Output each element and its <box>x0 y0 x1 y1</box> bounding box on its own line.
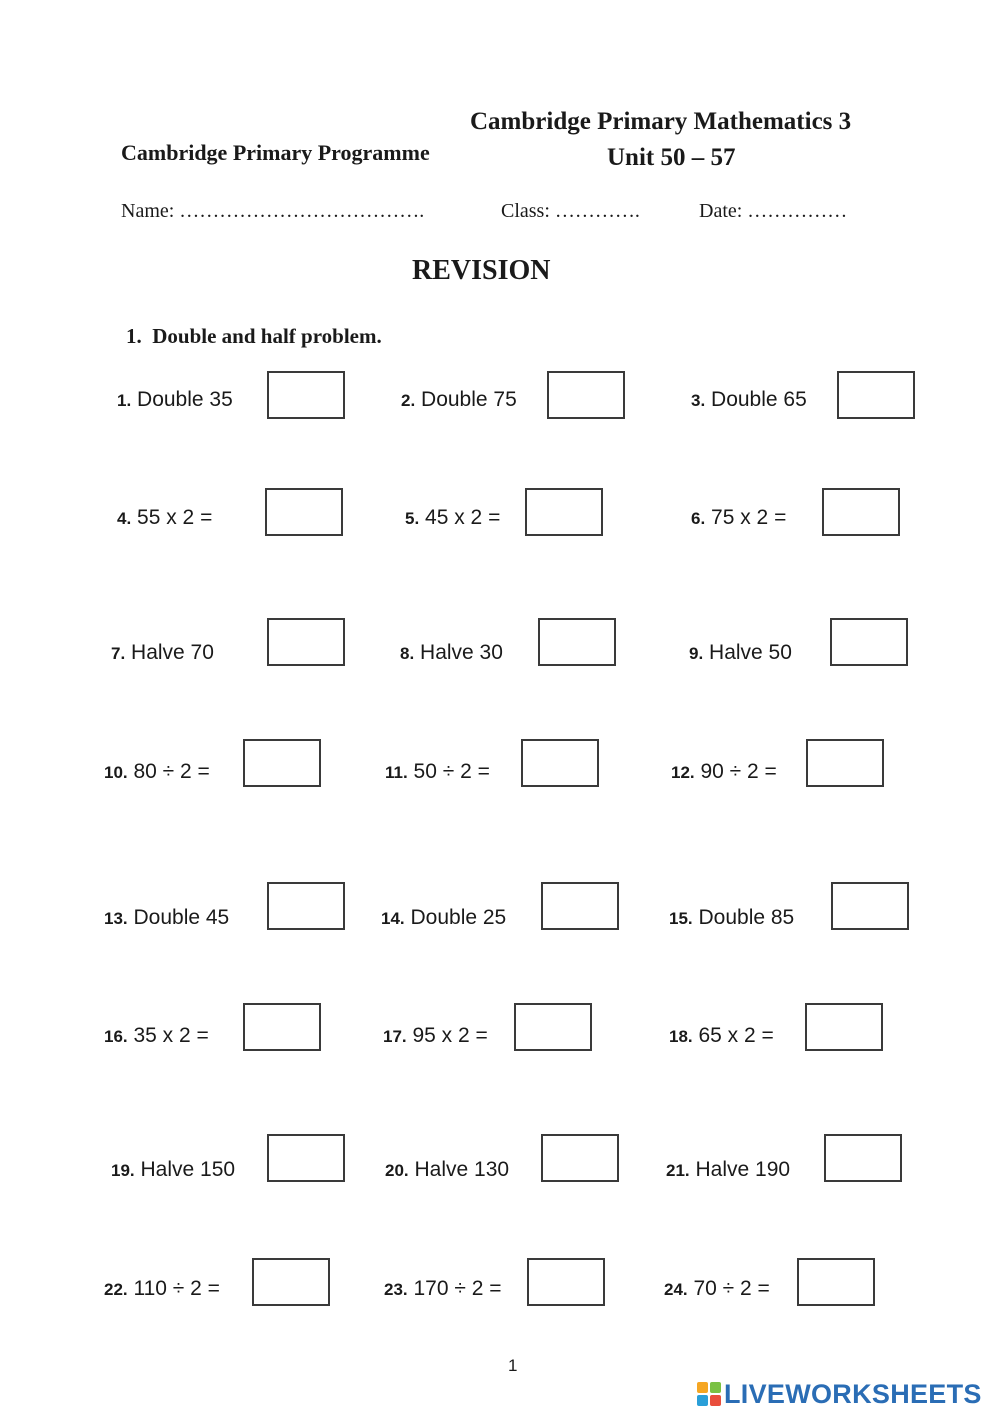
question-label <box>401 388 517 412</box>
question-number: 13. <box>104 909 128 928</box>
book-title: Cambridge Primary Mathematics 3 <box>470 108 852 135</box>
question-text: Halve 30 <box>420 641 503 664</box>
question-number: 18. <box>669 1027 693 1046</box>
answer-box[interactable] <box>267 618 345 666</box>
answer-box[interactable] <box>541 882 619 930</box>
question-text: 80 ÷ 2 = <box>133 760 210 783</box>
section-heading-text: Double and half problem. <box>152 324 382 348</box>
answer-box[interactable] <box>830 618 908 666</box>
class-field[interactable]: Class: …………. <box>501 200 640 222</box>
question-number: 21. <box>666 1161 690 1180</box>
answer-box[interactable] <box>525 488 603 536</box>
answer-box[interactable] <box>243 739 321 787</box>
question-text: Double 25 <box>410 906 507 929</box>
question-text: 70 ÷ 2 = <box>693 1277 770 1300</box>
question-number: 24. <box>664 1280 688 1299</box>
question-text: 90 ÷ 2 = <box>700 760 777 783</box>
question-label <box>664 1277 770 1301</box>
question-text: Double 85 <box>698 906 795 929</box>
question-label <box>400 641 503 665</box>
question-label <box>669 906 794 930</box>
question-label <box>691 388 807 412</box>
question-text: 35 x 2 = <box>133 1024 209 1047</box>
question-text: Halve 190 <box>695 1158 791 1181</box>
question-number: 9. <box>689 644 704 663</box>
question-number: 5. <box>405 509 420 528</box>
answer-box[interactable] <box>805 1003 883 1051</box>
question-label <box>117 388 233 412</box>
question-text: 170 ÷ 2 = <box>413 1277 502 1300</box>
question-number: 14. <box>381 909 405 928</box>
question-label <box>671 760 777 784</box>
question-label <box>111 1158 235 1182</box>
question-label <box>385 1158 509 1182</box>
answer-box[interactable] <box>824 1134 902 1182</box>
question-number: 3. <box>691 391 706 410</box>
question-label <box>669 1024 774 1048</box>
answer-box[interactable] <box>265 488 343 536</box>
section-number: 1. <box>126 324 142 348</box>
question-text: Double 45 <box>133 906 230 929</box>
question-number: 15. <box>669 909 693 928</box>
answer-box[interactable] <box>797 1258 875 1306</box>
question-number: 22. <box>104 1280 128 1299</box>
question-label <box>666 1158 790 1182</box>
question-number: 11. <box>385 763 408 782</box>
question-number: 8. <box>400 644 415 663</box>
question-text: Halve 50 <box>709 641 792 664</box>
question-label <box>104 1024 209 1048</box>
answer-box[interactable] <box>831 882 909 930</box>
question-text: 65 x 2 = <box>698 1024 774 1047</box>
question-text: Double 65 <box>711 388 807 411</box>
page-number: 1 <box>508 1356 518 1375</box>
question-text: Halve 150 <box>140 1158 236 1181</box>
date-field[interactable]: Date: …………… <box>699 200 848 222</box>
logo-square-v <box>697 1395 708 1406</box>
answer-box[interactable] <box>527 1258 605 1306</box>
question-label <box>104 906 229 930</box>
answer-box[interactable] <box>267 1134 345 1182</box>
logo-square-l <box>697 1382 708 1393</box>
answer-box[interactable] <box>806 739 884 787</box>
question-number: 16. <box>104 1027 128 1046</box>
question-label <box>383 1024 488 1048</box>
question-label <box>691 506 786 530</box>
question-number: 10. <box>104 763 128 782</box>
question-label <box>111 641 214 665</box>
question-text: Halve 130 <box>414 1158 510 1181</box>
section-heading <box>126 324 382 349</box>
question-label <box>384 1277 502 1301</box>
logo-square-i <box>710 1382 721 1393</box>
programme-name: Cambridge Primary Programme <box>121 140 430 165</box>
question-number: 1. <box>117 391 132 410</box>
question-label <box>405 506 500 530</box>
answer-box[interactable] <box>514 1003 592 1051</box>
unit-range: Unit 50 – 57 <box>607 144 736 171</box>
question-text: 50 ÷ 2 = <box>413 760 490 783</box>
liveworksheets-logo <box>697 1378 982 1410</box>
question-label <box>104 760 210 784</box>
answer-box[interactable] <box>822 488 900 536</box>
name-field[interactable]: Name: ………………………………. <box>121 200 425 222</box>
question-number: 2. <box>401 391 416 410</box>
question-label <box>689 641 792 665</box>
answer-box[interactable] <box>267 371 345 419</box>
answer-box[interactable] <box>252 1258 330 1306</box>
answer-box[interactable] <box>547 371 625 419</box>
answer-box[interactable] <box>837 371 915 419</box>
question-text: Double 75 <box>421 388 517 411</box>
question-number: 4. <box>117 509 132 528</box>
answer-box[interactable] <box>243 1003 321 1051</box>
page-title: REVISION <box>412 255 551 286</box>
question-text: Double 35 <box>137 388 233 411</box>
question-text: 55 x 2 = <box>137 506 213 529</box>
question-text: Halve 70 <box>131 641 214 664</box>
question-number: 6. <box>691 509 706 528</box>
liveworksheets-wordmark: LIVEWORKSHEETS <box>724 1378 982 1409</box>
answer-box[interactable] <box>267 882 345 930</box>
question-label <box>117 506 212 530</box>
question-number: 20. <box>385 1161 409 1180</box>
question-label <box>381 906 506 930</box>
question-label <box>385 760 490 784</box>
question-label <box>104 1277 220 1301</box>
question-number: 12. <box>671 763 695 782</box>
answer-box[interactable] <box>521 739 599 787</box>
question-number: 19. <box>111 1161 135 1180</box>
answer-box[interactable] <box>541 1134 619 1182</box>
liveworksheets-mark-icon <box>697 1382 721 1406</box>
answer-box[interactable] <box>538 618 616 666</box>
question-text: 95 x 2 = <box>412 1024 488 1047</box>
question-number: 7. <box>111 644 126 663</box>
question-text: 75 x 2 = <box>711 506 787 529</box>
question-text: 110 ÷ 2 = <box>133 1277 220 1300</box>
logo-square-e <box>710 1395 721 1406</box>
question-number: 23. <box>384 1280 408 1299</box>
question-number: 17. <box>383 1027 407 1046</box>
question-text: 45 x 2 = <box>425 506 501 529</box>
